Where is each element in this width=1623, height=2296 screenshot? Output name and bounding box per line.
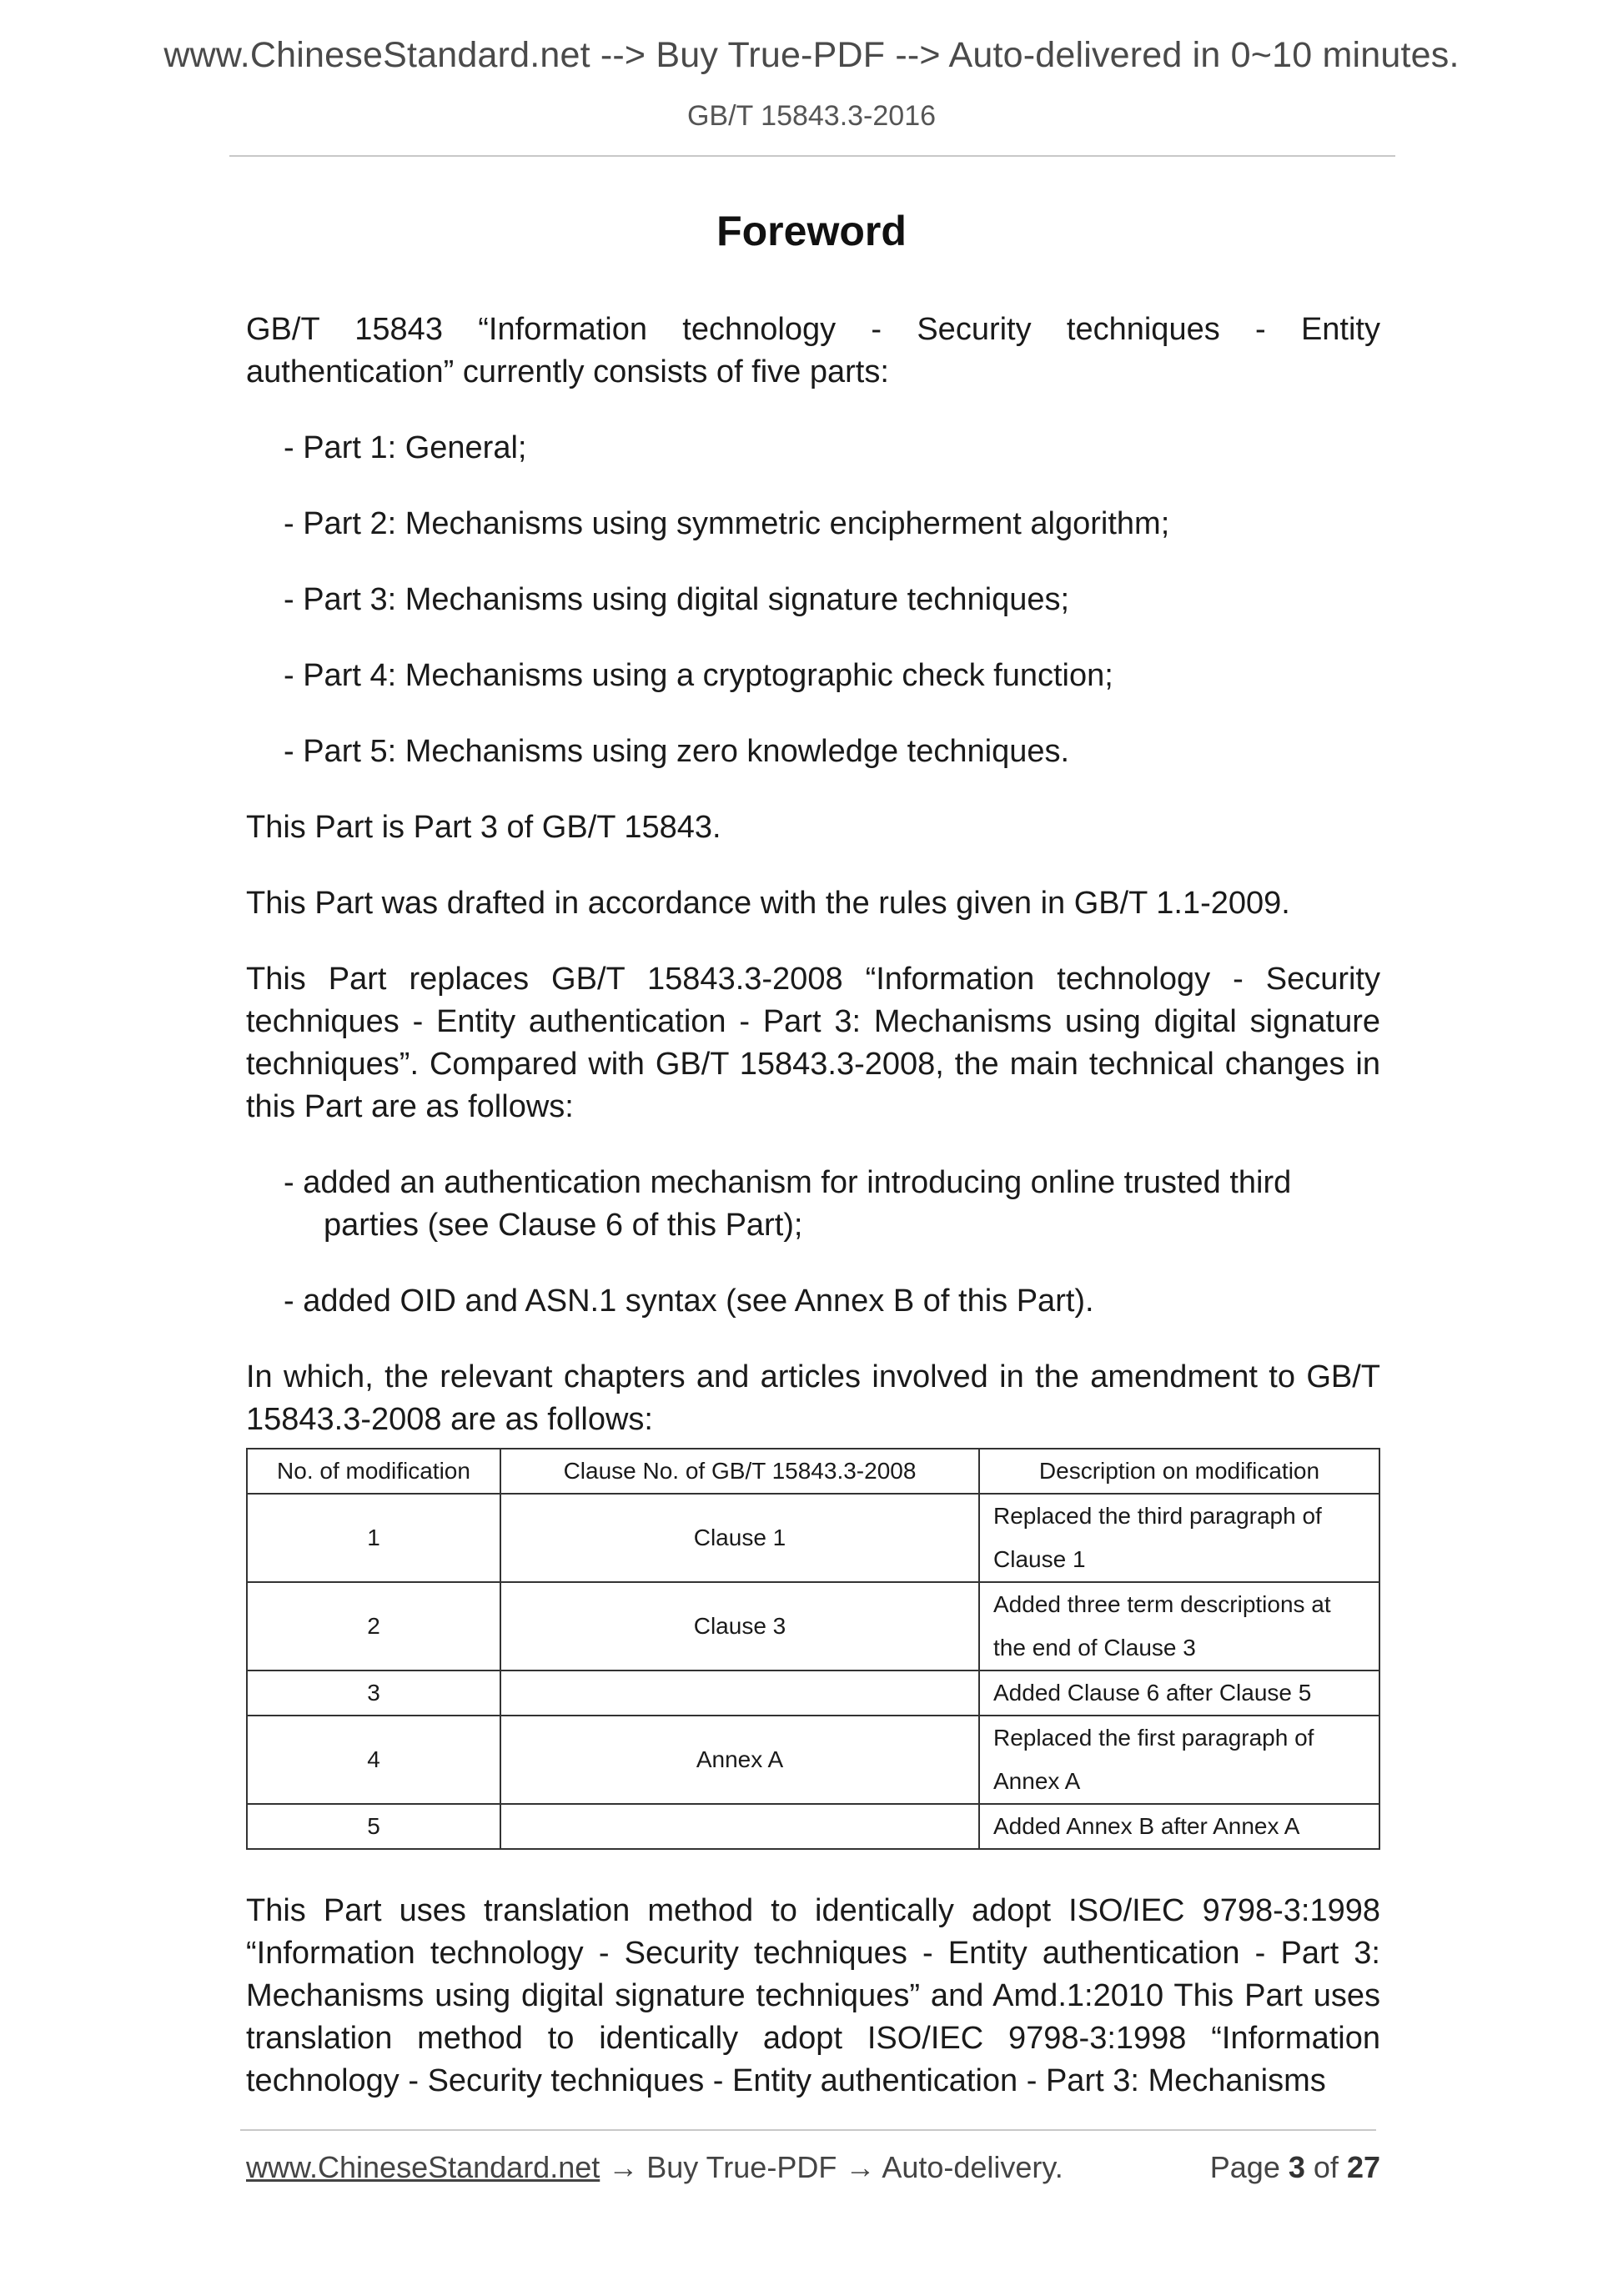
footer-site-link[interactable]: www.ChineseStandard.net [246, 2150, 600, 2184]
part-list-item: - Part 5: Mechanisms using zero knowledge techniques. [284, 734, 1070, 769]
page-indicator [1210, 2150, 1380, 2185]
replaces-paragraph: This Part replaces GB/T 15843.3-2008 “Information technology - Security techniques - Entity authentication - Part 3: Mechanisms using digital signature techniques”. Compared with GB/T 15843.3-2008, the main technical changes in this Part are as follows: [246, 962, 1380, 1124]
table-cell-clause: Clause 3 [500, 1582, 979, 1671]
table-header-row [247, 1449, 1379, 1494]
table-cell-description: Added Annex B after Annex A [979, 1804, 1379, 1849]
which-paragraph: In which, the relevant chapters and articles involved in the amendment to GB/T 15843.3-2008 are as follows: [246, 1359, 1380, 1437]
adopt-paragraph: This Part uses translation method to identically adopt ISO/IEC 9798-3:1998 “Information technology - Security techniques - Entity authentication - Part 3: Mechanisms using digital signature techniques” and Amd.1:2010 This Part uses translation method to identically adopt ISO/IEC 9798-3:1998 “Information technology - Security techniques - Entity authentication - Part 3: Mechanisms [246, 1893, 1380, 2098]
table-row [247, 1804, 1379, 1849]
part3-paragraph: This Part is Part 3 of GB/T 15843. [246, 810, 721, 845]
header-divider [229, 155, 1395, 157]
table-row [247, 1494, 1379, 1582]
header-standard-number: GB/T 15843.3-2016 [686, 100, 937, 132]
part-list-item: - Part 1: General; [284, 430, 527, 465]
change-list-item: - added OID and ASN.1 syntax (see Annex B of this Part). [284, 1284, 1094, 1319]
footer-divider [240, 2129, 1376, 2131]
table-row [247, 1582, 1379, 1671]
table-cell-no: 5 [247, 1804, 500, 1849]
change-text: - added an authentication mechanism for introducing online trusted third [284, 1165, 1292, 1200]
document-body [246, 309, 1380, 2136]
table-cell-clause: Annex A [500, 1716, 979, 1804]
table-cell-description: Added three term descriptions at the end of Clause 3 [979, 1582, 1379, 1671]
table-cell-clause [500, 1671, 979, 1716]
part-list-item: - Part 2: Mechanisms using symmetric encipherment algorithm; [284, 506, 1170, 541]
change-text-continued: parties (see Clause 6 of this Part); [324, 1208, 803, 1243]
page-current: 3 [1288, 2150, 1305, 2184]
intro-paragraph: GB/T 15843 “Information technology - Security techniques - Entity authentication” currently consists of five parts: [246, 312, 1380, 389]
change-list-item [246, 1162, 1380, 1247]
table-header-cell: No. of modification [247, 1449, 500, 1494]
table-cell-clause: Clause 1 [500, 1494, 979, 1582]
table-cell-no: 4 [247, 1716, 500, 1804]
page-of-label: of [1313, 2150, 1339, 2184]
table-cell-clause [500, 1804, 979, 1849]
table-cell-no: 1 [247, 1494, 500, 1582]
modification-table [246, 1448, 1380, 1850]
header-banner: www.ChineseStandard.net --> Buy True-PDF --> Auto-delivered in 0~10 minutes. [163, 35, 1460, 75]
page-label: Page [1209, 2150, 1280, 2184]
drafted-paragraph: This Part was drafted in accordance with the rules given in GB/T 1.1-2009. [246, 886, 1290, 921]
table-header-cell: Description on modification [979, 1449, 1379, 1494]
page-title: Foreword [716, 208, 907, 254]
part-list-item: - Part 4: Mechanisms using a cryptographic check function; [284, 658, 1113, 693]
table-row [247, 1671, 1379, 1716]
table-cell-description: Replaced the first paragraph of Annex A [979, 1716, 1379, 1804]
table-cell-no: 3 [247, 1671, 500, 1716]
page-total: 27 [1346, 2150, 1380, 2184]
table-row [247, 1716, 1379, 1804]
page-footer [246, 2150, 1380, 2185]
table-cell-no: 2 [247, 1582, 500, 1671]
table-header-cell: Clause No. of GB/T 15843.3-2008 [500, 1449, 979, 1494]
table-cell-description: Replaced the third paragraph of Clause 1 [979, 1494, 1379, 1582]
table-cell-description: Added Clause 6 after Clause 5 [979, 1671, 1379, 1716]
footer-promo-text: → Buy True-PDF → Auto-delivery. [600, 2150, 1063, 2184]
part-list-item: - Part 3: Mechanisms using digital signature techniques; [284, 582, 1070, 617]
